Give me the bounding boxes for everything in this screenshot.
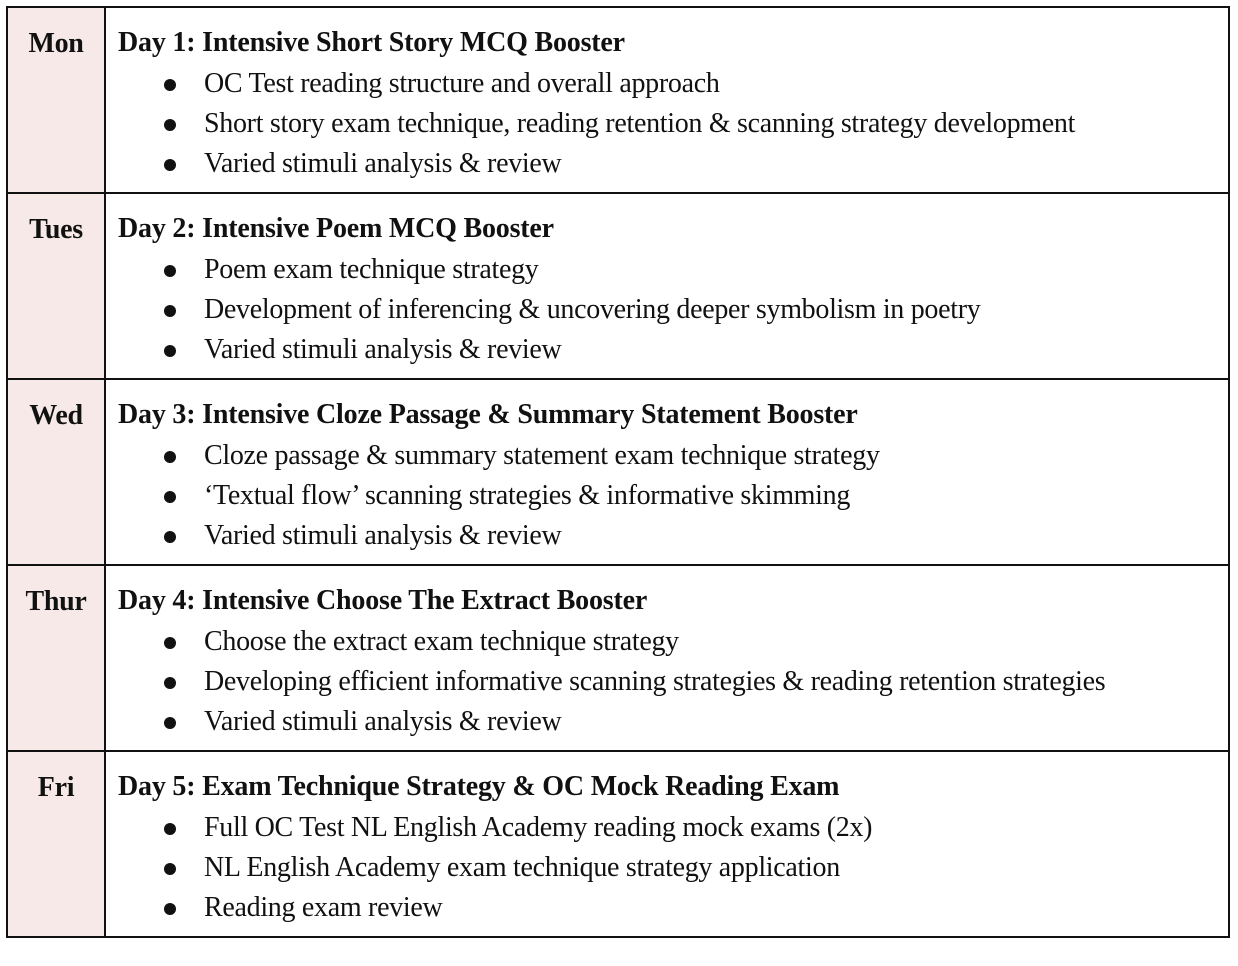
bullet-icon: [164, 119, 176, 131]
day-label: Thur: [25, 586, 87, 617]
bullet-icon: [164, 823, 176, 835]
bullet-icon: [164, 903, 176, 915]
topic-text: ‘Textual flow’ scanning strategies & informative skimming: [204, 480, 851, 511]
topic-item: [118, 888, 1228, 928]
day-cell: [7, 379, 105, 565]
topic-text: Short story exam technique, reading retention & scanning strategy development: [204, 108, 1076, 139]
session-cell: [105, 7, 1229, 193]
session-title: Day 2: Intensive Poem MCQ Booster: [118, 213, 554, 244]
session-title: Day 3: Intensive Cloze Passage & Summary Statement Booster: [118, 399, 858, 430]
session-cell: [105, 193, 1229, 379]
topic-list: [118, 64, 1228, 184]
topic-list: [118, 622, 1228, 742]
schedule-table: [6, 6, 1230, 938]
session-title: Day 1: Intensive Short Story MCQ Booster: [118, 27, 625, 58]
day-cell: [7, 751, 105, 937]
topic-item: [118, 808, 1228, 848]
day-label: Fri: [37, 772, 75, 803]
topic-text: Poem exam technique strategy: [204, 254, 539, 285]
bullet-icon: [164, 491, 176, 503]
session-cell: [105, 565, 1229, 751]
schedule-row-tues: [7, 193, 1229, 379]
topic-item: [118, 516, 1228, 556]
schedule-row-fri: [7, 751, 1229, 937]
bullet-icon: [164, 677, 176, 689]
topic-item: [118, 250, 1228, 290]
schedule-row-wed: [7, 379, 1229, 565]
day-cell: [7, 193, 105, 379]
bullet-icon: [164, 345, 176, 357]
day-label: Mon: [28, 28, 84, 59]
topic-item: [118, 144, 1228, 184]
topic-text: OC Test reading structure and overall approach: [204, 68, 720, 99]
topic-item: [118, 622, 1228, 662]
bullet-icon: [164, 305, 176, 317]
schedule-row-mon: [7, 7, 1229, 193]
topic-item: [118, 848, 1228, 888]
topic-text: Developing efficient informative scanning strategies & reading retention strategies: [204, 666, 1106, 697]
bullet-icon: [164, 863, 176, 875]
topic-item: [118, 476, 1228, 516]
topic-item: [118, 64, 1228, 104]
topic-item: [118, 290, 1228, 330]
topic-list: [118, 250, 1228, 370]
topic-text: Full OC Test NL English Academy reading mock exams (2x): [204, 812, 873, 843]
day-label: Tues: [29, 214, 83, 245]
topic-text: Cloze passage & summary statement exam technique strategy: [204, 440, 880, 471]
topic-text: Choose the extract exam technique strategy: [204, 626, 679, 657]
bullet-icon: [164, 79, 176, 91]
session-title: Day 4: Intensive Choose The Extract Booster: [118, 585, 648, 616]
topic-text: Development of inferencing & uncovering deeper symbolism in poetry: [204, 294, 981, 325]
topic-text: Reading exam review: [204, 892, 443, 923]
day-cell: [7, 7, 105, 193]
topic-text: NL English Academy exam technique strategy application: [204, 852, 840, 883]
bullet-icon: [164, 717, 176, 729]
schedule-row-thur: [7, 565, 1229, 751]
session-cell: [105, 751, 1229, 937]
topic-text: Varied stimuli analysis & review: [204, 334, 562, 365]
bullet-icon: [164, 451, 176, 463]
bullet-icon: [164, 265, 176, 277]
session-title: Day 5: Exam Technique Strategy & OC Mock Reading Exam: [118, 771, 840, 802]
bullet-icon: [164, 159, 176, 171]
bullet-icon: [164, 531, 176, 543]
topic-list: [118, 808, 1228, 928]
topic-item: [118, 702, 1228, 742]
topic-item: [118, 436, 1228, 476]
day-cell: [7, 565, 105, 751]
day-label: Wed: [29, 400, 83, 431]
bullet-icon: [164, 637, 176, 649]
topic-text: Varied stimuli analysis & review: [204, 148, 562, 179]
topic-text: Varied stimuli analysis & review: [204, 520, 562, 551]
topic-list: [118, 436, 1228, 556]
topic-item: [118, 104, 1228, 144]
topic-item: [118, 330, 1228, 370]
session-cell: [105, 379, 1229, 565]
topic-item: [118, 662, 1228, 702]
topic-text: Varied stimuli analysis & review: [204, 706, 562, 737]
